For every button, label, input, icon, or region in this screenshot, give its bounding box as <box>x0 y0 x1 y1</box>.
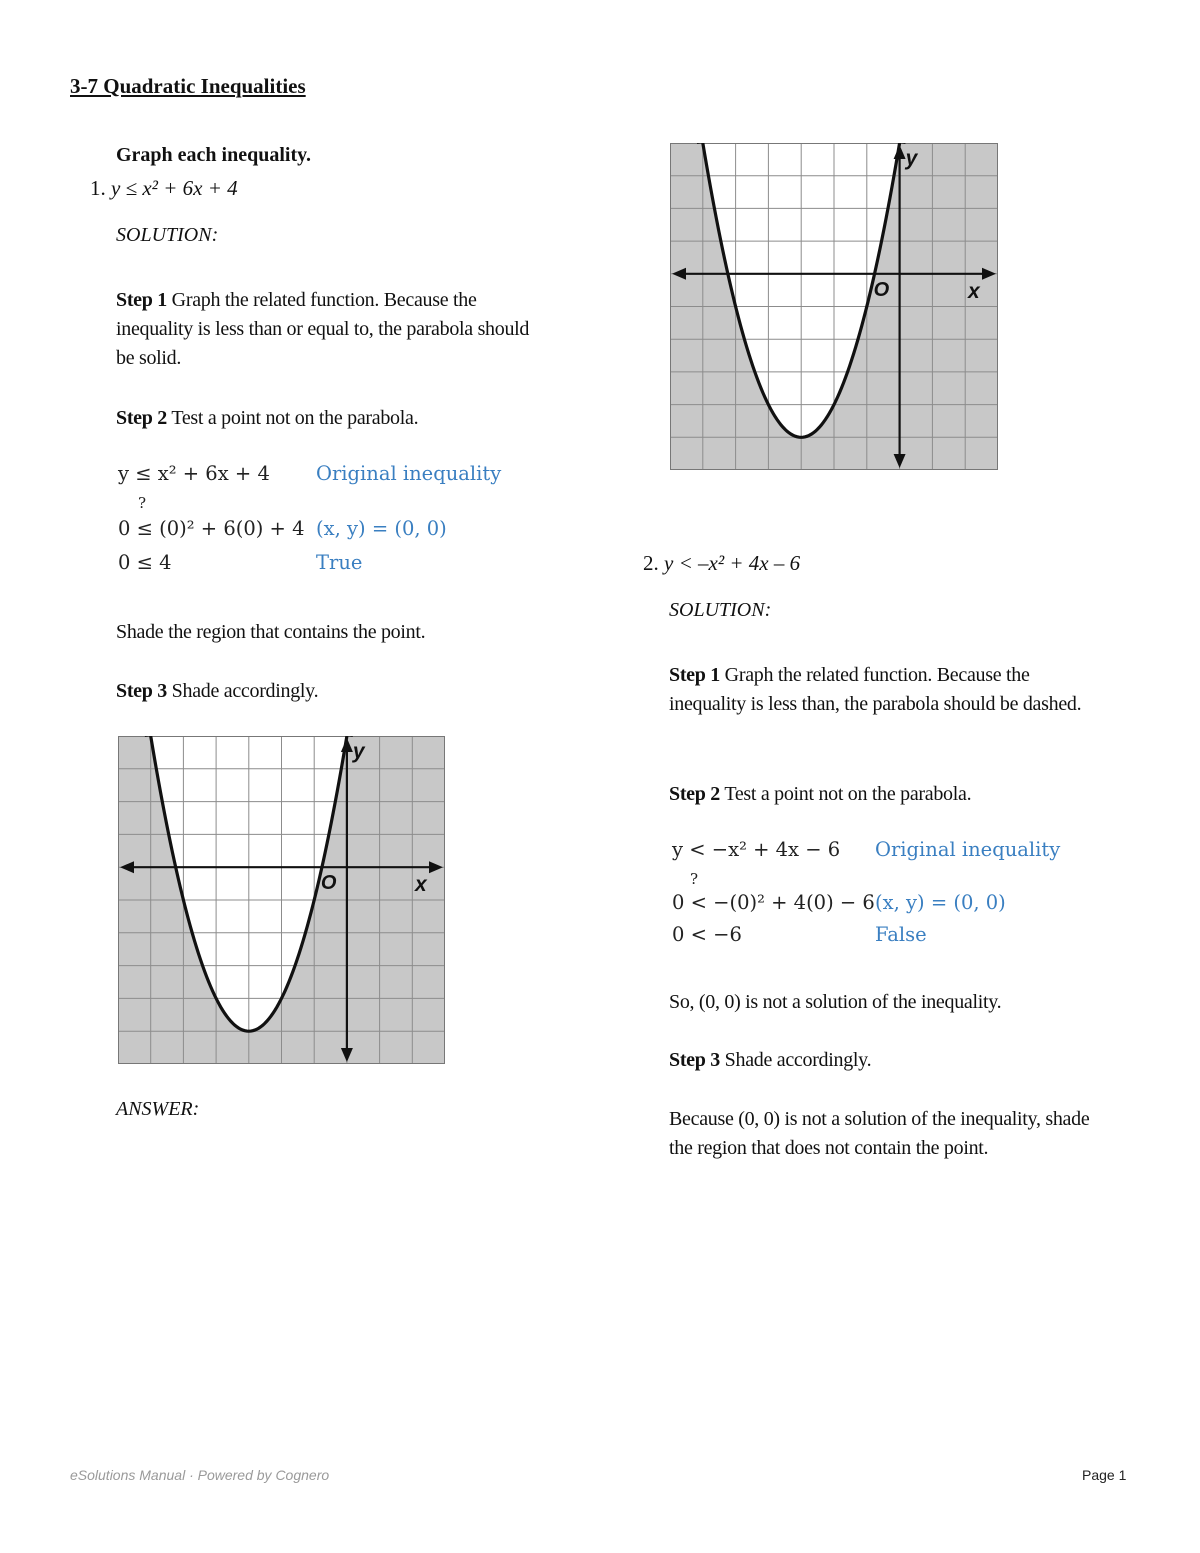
work-line-2-rhs: (x, y) = (0, 0) <box>316 517 447 540</box>
page-title: 3-7 Quadratic Inequalities <box>70 74 306 98</box>
y-axis-label: y <box>352 740 365 763</box>
work-line-2-rhs: (x, y) = (0, 0) <box>875 891 1006 914</box>
y-axis-label: y <box>905 147 918 170</box>
x-axis-label: x <box>968 279 980 303</box>
step-text: Graph the related function. Because the inequality is less than or equal to, the parabola should be solid. <box>116 289 530 369</box>
work-line-2-lhs: 0 < −(0)² + 4(0) − 6 <box>672 891 875 914</box>
problem-1-statement <box>90 176 238 201</box>
work-line-3-rhs: False <box>875 923 927 946</box>
problem-1-answer-label: ANSWER: <box>116 1098 200 1120</box>
work-line-3-lhs: 0 < −6 <box>672 923 742 946</box>
step-text: Shade accordingly. <box>166 680 319 702</box>
origin-label: O <box>320 872 337 895</box>
problem-1-shade-text: Shade the region that contains the point. <box>116 621 426 643</box>
footer-page-number: Page 1 <box>1082 1467 1127 1483</box>
work-line-1-lhs: y < −x² + 4x − 6 <box>672 838 841 861</box>
problem-1-solution-label: SOLUTION: <box>116 224 219 246</box>
problem-1-step-2 <box>116 404 546 433</box>
problem-2-statement <box>643 551 800 576</box>
problem-1-number: 1. <box>90 176 106 200</box>
problem-2-number: 2. <box>643 551 659 575</box>
problem-2-step-3 <box>669 1046 1099 1075</box>
problem-1-inequality: y ≤ x² + 6x + 4 <box>111 176 238 200</box>
footer-publisher: eSolutions Manual · Powered by Cognero <box>70 1467 330 1483</box>
work-line-1-rhs: Original inequality <box>875 838 1061 861</box>
graph-problem-1 <box>118 736 445 1064</box>
work-line-2-lhs: 0 ≤ (0)² + 6(0) + 4 <box>118 517 305 540</box>
step-label: Step 2 <box>669 783 720 805</box>
problem-2-inequality: y < –x² + 4x – 6 <box>664 551 801 575</box>
problem-1-step-1 <box>116 286 546 373</box>
instruction: Graph each inequality. <box>116 144 312 166</box>
problem-1-work <box>118 462 538 582</box>
step-text: Test a point not on the parabola. <box>166 407 419 429</box>
problem-1-step-3 <box>116 677 546 706</box>
problem-2-solution-label: SOLUTION: <box>669 599 772 621</box>
work-line-1-rhs: Original inequality <box>316 462 502 485</box>
work-line-1-lhs: y ≤ x² + 6x + 4 <box>118 462 270 485</box>
step-label: Step 3 <box>669 1049 720 1071</box>
graph-answer-1 <box>670 143 998 470</box>
step-label: Step 1 <box>669 664 720 686</box>
problem-2-work <box>672 838 1092 958</box>
problem-2-conclusion: Because (0, 0) is not a solution of the inequality, shade the region that does not contain the point. <box>669 1108 1090 1159</box>
step-label: Step 1 <box>116 289 167 311</box>
step-label: Step 2 <box>116 407 167 429</box>
test-question-mark: ? <box>690 870 699 888</box>
work-line-3-rhs: True <box>316 551 363 574</box>
x-axis-label: x <box>415 873 427 897</box>
step-label: Step 3 <box>116 680 167 702</box>
problem-2-not-solution: So, (0, 0) is not a solution of the inequality. <box>669 991 1002 1013</box>
origin-label: O <box>873 278 890 301</box>
step-text: Test a point not on the parabola. <box>719 783 972 805</box>
problem-2-step-2 <box>669 780 1099 809</box>
step-text: Graph the related function. Because the inequality is less than, the parabola should be dashed. <box>669 664 1082 715</box>
work-line-3-lhs: 0 ≤ 4 <box>118 551 172 574</box>
step-text: Shade accordingly. <box>719 1049 872 1071</box>
test-question-mark: ? <box>138 494 147 512</box>
problem-2-step-1 <box>669 661 1099 719</box>
